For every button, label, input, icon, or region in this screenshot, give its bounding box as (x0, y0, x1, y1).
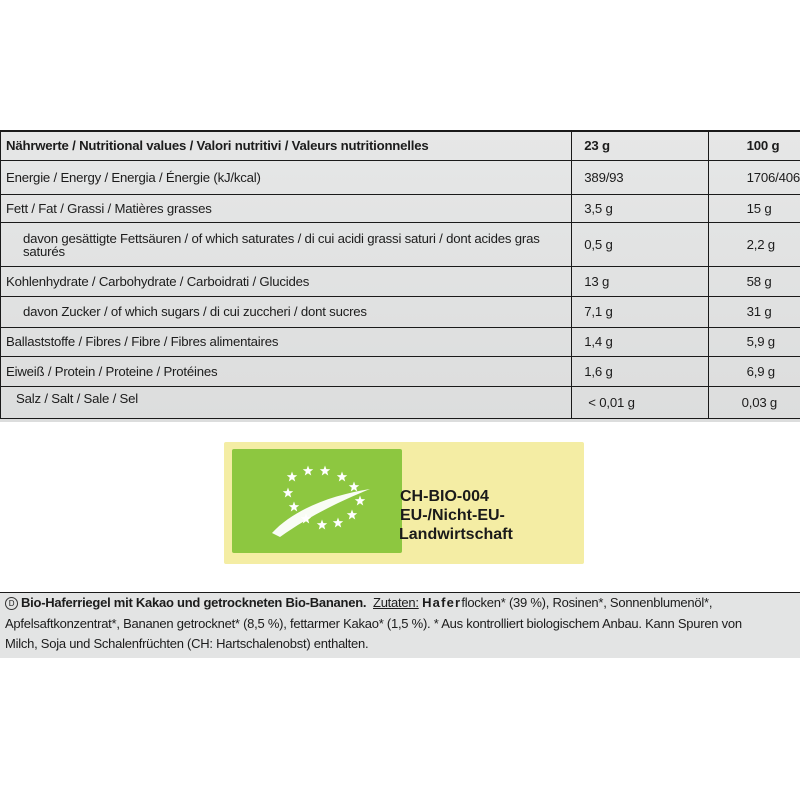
allergen-hafer: Hafer (422, 595, 462, 610)
row-label: davon gesättigte Fettsäuren / of which saturates / di cui acidi grassi saturi / dont acides gras saturés (1, 222, 572, 266)
row-value-100g: 0,03 g (708, 386, 800, 418)
table-row (1, 356, 800, 386)
table-row (1, 194, 800, 222)
table-row (1, 222, 800, 266)
row-value-100g: 58 g (708, 266, 800, 296)
row-label: Energie / Energy / Energia / Énergie (kJ/kcal) (1, 160, 572, 194)
row-label: Kohlenhydrate / Carbohydrate / Carboidrati / Glucides (1, 266, 572, 296)
ingredients-text-1: flocken* (39 %), Rosinen*, Sonnenblumenöl*, (461, 595, 713, 610)
header-label: Nährwerte / Nutritional values / Valori nutritivi / Valeurs nutritionnelles (1, 131, 572, 160)
table-row (1, 160, 800, 194)
leaf-star (283, 488, 293, 498)
row-value-23g: 389/93 (572, 160, 708, 194)
row-value-23g: 1,6 g (572, 356, 708, 386)
row-value-23g: 1,4 g (572, 327, 708, 356)
leaf-star (320, 466, 330, 476)
row-value-23g: 13 g (572, 266, 708, 296)
row-label: Salz / Salt / Sale / Sel (1, 386, 572, 418)
table-row (1, 296, 800, 327)
organic-certification-label (224, 442, 584, 564)
certification-code: CH-BIO-004 (400, 488, 489, 505)
row-label: Eiweiß / Protein / Proteine / Protéines (1, 356, 572, 386)
row-value-23g: < 0,01 g (572, 386, 708, 418)
table-row (1, 327, 800, 356)
eu-organic-leaf-icon (232, 449, 402, 553)
row-value-23g: 7,1 g (572, 296, 708, 327)
zutaten-label: Zutaten: (373, 595, 419, 610)
leaf-star (355, 496, 365, 506)
certification-origin: EU-/Nicht-EU- (400, 507, 505, 524)
row-label: Ballaststoffe / Fibres / Fibre / Fibres alimentaires (1, 327, 572, 356)
ingredients-section (0, 592, 800, 658)
table-row (1, 266, 800, 296)
leaf-star (317, 520, 327, 530)
header-col-100g: 100 g (708, 131, 800, 160)
leaf-star (349, 482, 359, 492)
table-row (1, 386, 800, 418)
row-value-23g: 0,5 g (572, 222, 708, 266)
row-value-100g: 15 g (708, 194, 800, 222)
leaf-star (347, 510, 357, 520)
country-mark-icon: D (5, 597, 18, 610)
ingredients-line-2: Apfelsaftkonzentrat*, Bananen getrocknet* (8,5 %), fettarmer Kakao* (1,5 %). * Aus kontrolliert biologischem Anbau. Kann Spuren von (5, 615, 742, 631)
row-label: Fett / Fat / Grassi / Matières grasses (1, 194, 572, 222)
certification-code-block (400, 487, 513, 544)
row-value-100g: 5,9 g (708, 327, 800, 356)
nutrition-table (0, 130, 800, 419)
nutrition-header-row (1, 131, 800, 160)
leaf-star (333, 518, 343, 528)
row-value-100g: 6,9 g (708, 356, 800, 386)
row-value-100g: 31 g (708, 296, 800, 327)
product-name: Bio-Haferriegel mit Kakao und getrockneten Bio-Bananen. (21, 595, 367, 610)
row-label: davon Zucker / of which sugars / di cui zuccheri / dont sucres (1, 296, 572, 327)
eu-organic-leaf-graphic (232, 449, 402, 553)
ingredients-line-3: Milch, Soja und Schalenfrüchten (CH: Hartschalenobst) enthalten. (5, 636, 369, 651)
row-value-23g: 3,5 g (572, 194, 708, 222)
nutrition-panel (0, 130, 800, 422)
certification-agriculture: Landwirtschaft (399, 526, 513, 543)
leaf-star (287, 472, 297, 482)
ingredients-line-1 (5, 593, 800, 614)
row-value-100g: 2,2 g (708, 222, 800, 266)
leaf-star (303, 466, 313, 476)
leaf-star (337, 472, 347, 482)
row-value-100g: 1706/406 (708, 160, 800, 194)
header-col-23g: 23 g (572, 131, 708, 160)
leaf-star (289, 502, 299, 512)
